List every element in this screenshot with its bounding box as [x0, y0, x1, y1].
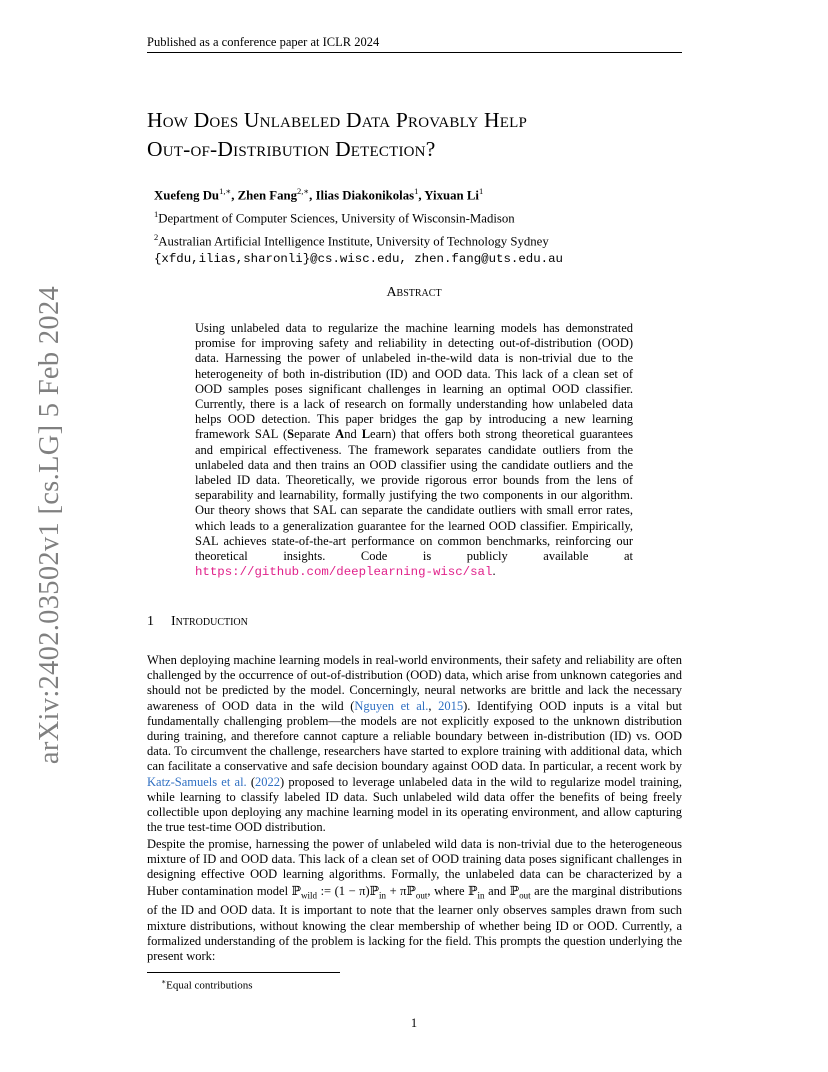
- title-line-1: How Does Unlabeled Data Provably Help: [147, 108, 528, 132]
- eq-p-wild: ℙ: [291, 882, 302, 898]
- affiliation-1: [154, 205, 563, 228]
- paper-title: [147, 106, 527, 164]
- p2-text-2: are the marginal distributions of the ID and OOD data. It is important to note that the learner only observes samples drawn from such mixture distributions, without knowing the clear membership of whether being ID or OOD. Currently, a formalized understanding of the problem is lacking for the field. This prompts the question underlying the present work:: [147, 883, 682, 963]
- affiliation-1-text: Department of Computer Sciences, University of Wisconsin-Madison: [158, 211, 515, 226]
- p-in: ℙ: [468, 882, 478, 898]
- section-number: 1: [147, 614, 154, 629]
- abstract-l: L: [361, 427, 371, 442]
- author-1-sup: 1,∗: [219, 186, 232, 196]
- title-line-2: Out-of-Distribution Detection?: [147, 137, 436, 161]
- p1-text-2: ). Identifying OOD inputs is a vital but fundamentally challenging problem—the models are not explicitly exposed to the unknown distribution during training, and therefore cannot capture a reliable boundary between in-distribution (ID) vs. OOD data. To circumvent the challenge, researchers have started to explore training with additional data, which can facilitate a conservative and safe decision boundary against OOD data. In particular, a recent work by: [147, 698, 683, 774]
- p2-and: and: [484, 883, 510, 898]
- footnote-text: Equal contributions: [166, 979, 253, 992]
- p-out: ℙ: [509, 882, 520, 898]
- abstract-heading: Abstract: [386, 285, 442, 300]
- p1-text-1: When deploying machine learning models in real-world environments, their safety and reliability are often challenged by the occurrence of out-of-distribution (OOD) data, which arise from unknown categories and should not be predicted by the model. Concerningly, neural networks are brittle and lack the necessary awareness of OOD data in the wild (: [147, 653, 682, 713]
- abstract-text-a: Using unlabeled data to regularize the machine learning models has demonstrated promise for improving safety and reliability in detecting out-of-distribution (OOD) data. Harnessing the power of unlabeled in-the-wild data is non-trivial due to the heterogeneity of both in-distribution (ID) and OOD data. This lack of a clean set of OOD samples poses significant challenges in learning an optimal OOD classifier. Currently, there is a lack of research on formally understanding how unlabeled data helps OOD detection. This paper bridges the gap by introducing a new learning framework SAL (: [195, 321, 633, 442]
- section-heading-introduction: [147, 614, 248, 630]
- author-emails: {xfdu,ilias,sharonli}@cs.wisc.edu, zhen.fang@uts.edu.au: [154, 252, 563, 267]
- citation-katz-samuels-year[interactable]: 2022: [255, 774, 281, 789]
- p1-text-3: ) proposed to leverage unlabeled data in the wild to regularize model training, while learning to classify labeled ID data. Such unlabeled wild data offer the benefits of being freely collectible upon deploying any machine learning model in its operating environment, and allow capturing the true test-time OOD distribution.: [147, 774, 682, 835]
- eq-out-sub: out: [415, 890, 428, 901]
- abstract-text-b: ) that offers both strong theoretical guarantees and empirical effectiveness. The framework separates candidate outliers from the unlabeled data and then trains an OOD classifier using the candidate outliers and the labeled ID data. Theoretically, we provide rigorous error bounds from the lens of separability and learnability, formally justifying the two components in our algorithm. Our theory shows that SAL can separate the candidate outliers with small error rates, which leads to a generalization guarantee for the learned OOD classifier. Empirically, SAL achieves state-of-the-art performance on common benchmarks, reinforcing our theoretical insights. Code is publicly available at: [195, 427, 634, 564]
- eq-in-sub: in: [379, 890, 387, 901]
- abstract-body: [195, 321, 633, 580]
- eq-wild-sub: wild: [301, 890, 318, 901]
- abstract-eparate: eparate: [294, 427, 336, 442]
- header-rule: [147, 52, 682, 53]
- arxiv-stamp-text: arXiv:2402.03502v1 [cs.LG] 5 Feb 2024: [34, 285, 65, 765]
- p-out-sub: out: [519, 890, 531, 901]
- abstract-a: A: [335, 427, 345, 442]
- p-in-sub: in: [477, 890, 485, 901]
- affiliation-2-num: 2: [154, 231, 159, 242]
- intro-paragraph-1: [147, 653, 682, 835]
- section-title: Introduction: [171, 614, 248, 629]
- p1-cite1-sep: ,: [428, 698, 439, 713]
- author-4-sup: 1: [478, 186, 484, 196]
- affiliation-1-num: 1: [154, 208, 159, 219]
- author-4: Yixuan Li: [424, 188, 479, 203]
- footnote-mark: ∗: [161, 977, 167, 986]
- p2-where: , where: [427, 883, 469, 898]
- citation-nguyen-year[interactable]: 2015: [438, 698, 464, 713]
- p1-cite2-open: (: [246, 774, 256, 789]
- citation-katz-samuels[interactable]: Katz-Samuels et al.: [147, 774, 247, 789]
- author-2-sup: 2,∗: [297, 186, 310, 196]
- author-block: [154, 182, 563, 269]
- p2-text-1: Despite the promise, harnessing the power of unlabeled wild data is non-trivial due to the heterogeneous mixture of ID and OOD data. This lack of a clean set of OOD training data poses significant challenges in designing effective OOD learning algorithms. Formally, the unlabeled data can be characterized by a Huber contamination model: [147, 837, 682, 898]
- author-2: Zhen Fang: [237, 188, 298, 203]
- page-number: 1: [410, 1016, 418, 1030]
- eq-mid: := (1 − π)ℙ: [317, 883, 380, 898]
- author-3: Ilias Diakonikolas: [315, 188, 415, 203]
- arxiv-stamp: [34, 285, 65, 765]
- footnote: [161, 977, 253, 992]
- footnote-rule: [147, 972, 340, 973]
- abstract-earn: earn: [370, 427, 392, 442]
- abstract-s: S: [287, 427, 295, 442]
- author-3-sup: 1: [414, 186, 419, 196]
- code-link[interactable]: https://github.com/deeplearning-wisc/sal: [195, 565, 493, 580]
- abstract-end: .: [492, 564, 496, 579]
- eq-plus: + πℙ: [386, 883, 416, 898]
- affiliation-2-text: Australian Artificial Intelligence Institute, University of Technology Sydney: [158, 233, 549, 248]
- running-header: Published as a conference paper at ICLR 2024: [147, 35, 380, 49]
- author-names: Xuefeng $Du^{1,∗}$, Zhen Fang$^{2,∗}$, Ilias Diakonikolas$^1$, Yixuan Li$^1$: [154, 186, 484, 203]
- intro-paragraph-2: [147, 837, 682, 964]
- author-1: Xuefeng Du: [154, 188, 220, 203]
- abstract-nd: nd: [344, 427, 362, 442]
- citation-nguyen[interactable]: Nguyen et al.: [354, 698, 429, 713]
- affiliation-2: [154, 228, 563, 251]
